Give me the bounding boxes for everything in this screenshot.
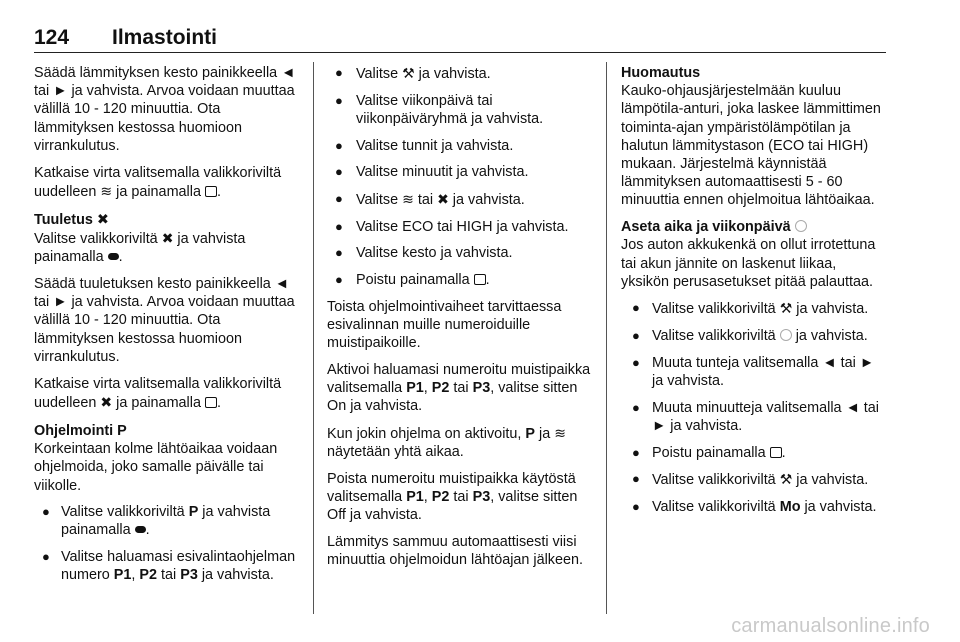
- paragraph-switch-off-heater: Katkaise virta valitsemalla valikkoriviltä uudelleen ≋ ja painamalla .: [34, 164, 282, 200]
- list-item: ● Valitse kesto ja vahvista.: [327, 244, 591, 262]
- heading-ohjelmointi: Ohjelmointi P: [34, 422, 127, 439]
- paragraph-reset: Jos auton akkukenkä on ollut irrotettuna tai akun jännite on laskenut liikaa, yksikön perusasetukset pitää palauttaa.: [621, 237, 876, 290]
- note-text: Kauko-ohjausjärjestelmään kuuluu lämpötila-anturi, joka laskee lämmittimen toiminta-ajan ympäristölämpötilan ja halutun lämmitystason (ECO tai HIGH) mukaan. Järjestelmä käynnistää lämmityksen automaattisesti 5 - 60 minuuttia ennen ohjelmoitua lähtöaikaa.: [621, 83, 881, 209]
- list-item: ● Valitse valikkoriviltä P ja vahvista painamalla .: [34, 503, 300, 539]
- list-item: ● Valitse tunnit ja vahvista.: [327, 137, 591, 155]
- paragraph-heating-duration: Säädä lämmityksen kesto painikkeella ◄ tai ► ja vahvista. Arvoa voidaan muuttaa välillä 10 - 120 minuuttia. Ota lämmityksen kestossa huomioon virrankulutus.: [34, 65, 296, 154]
- column-right: [621, 64, 887, 525]
- paragraph-repeat: Toista ohjelmointivaiheet tarvittaessa esivalinnan muille numeroiduille muistipaikoille.: [327, 298, 562, 352]
- list-item: ● Valitse valikkoriviltä Mo ja vahvista.: [621, 498, 887, 516]
- heading-set-time: Aseta aika ja viikonpäivä: [621, 218, 887, 236]
- clock-icon: [780, 329, 792, 341]
- paragraph-activate: Aktivoi haluamasi numeroitu muistipaikka valitsemalla P1, P2 tai P3, valitse sitten On ja vahvista.: [327, 361, 591, 415]
- list-item: ● Muuta tunteja valitsemalla ◄ tai ► ja vahvista.: [621, 354, 887, 390]
- confirm-button-icon: [108, 253, 119, 260]
- list-item: ● Valitse haluamasi esivalintaohjelman numero P1, P2 tai P3 ja vahvista.: [34, 548, 300, 584]
- paragraph-programming: Korkeintaan kolme lähtöaikaa voidaan ohjelmoida, joko samalle päivälle tai viikolle.: [34, 441, 278, 494]
- list-item: ● Valitse ⚒ ja vahvista.: [327, 64, 591, 83]
- paragraph-fan-duration: Säädä tuuletuksen kesto painikkeella ◄ tai ► ja vahvista. Arvoa voidaan muuttaa välillä 10 - 120 minuuttia. Ota lämmityksen kestossa huomioon virrankulutus.: [34, 276, 295, 365]
- wrench-icon: ⚒: [779, 300, 793, 317]
- fan-icon: ✖: [100, 393, 113, 410]
- button-icon: [205, 397, 217, 408]
- button-icon: [474, 274, 486, 285]
- fan-icon: ✖: [437, 191, 449, 208]
- paragraph-deactivate: Poista numeroitu muistipaikka käytöstä valitsemalla P1, P2 tai P3, valitse sitten Off ja vahvista.: [327, 470, 578, 524]
- paragraph-active-display: Kun jokin ohjelma on aktivoitu, P ja ≋ näytetään yhtä aikaa.: [327, 425, 566, 461]
- column-left: [34, 64, 300, 593]
- page-title: Ilmastointi: [112, 26, 218, 49]
- programming-steps: [34, 503, 300, 584]
- page-number: 124: [34, 26, 70, 49]
- button-icon: [205, 186, 217, 197]
- set-time-steps: [621, 299, 887, 516]
- list-item: ● Valitse ECO tai HIGH ja vahvista.: [327, 218, 591, 236]
- programming-steps-continued: [327, 64, 591, 289]
- heater-icon: ≋: [554, 425, 566, 442]
- heading-tuuletus: Tuuletus ✖: [34, 211, 109, 228]
- watermark: carmanualsonline.info: [731, 615, 930, 637]
- paragraph-select-fan: Valitse valikkoriviltä ✖ ja vahvista painamalla .: [34, 230, 246, 266]
- page-header: [34, 22, 886, 53]
- list-item: ● Valitse viikonpäivä tai viikonpäiväryhmä ja vahvista.: [327, 92, 591, 128]
- paragraph-auto-off: Lämmitys sammuu automaattisesti viisi minuuttia ohjelmoidun lähtöajan jälkeen.: [327, 534, 584, 569]
- paragraph-switch-off-fan: Katkaise virta valitsemalla valikkoriviltä uudelleen ✖ ja painamalla .: [34, 375, 282, 411]
- list-item: ● Poistu painamalla .: [327, 271, 591, 289]
- list-item: ● Valitse minuutit ja vahvista.: [327, 163, 591, 181]
- list-item: ● Poistu painamalla .: [621, 444, 887, 462]
- button-icon: [770, 447, 782, 458]
- heater-icon: ≋: [402, 191, 414, 208]
- list-item: ● Valitse valikkoriviltä ja vahvista.: [621, 327, 887, 345]
- column-middle: [327, 64, 591, 578]
- list-item: ● Muuta minuutteja valitsemalla ◄ tai ► ja vahvista.: [621, 399, 887, 435]
- list-item: ● Valitse valikkoriviltä ⚒ ja vahvista.: [621, 299, 887, 318]
- column-divider: [606, 62, 607, 614]
- confirm-button-icon: [135, 526, 146, 533]
- wrench-icon: ⚒: [402, 65, 415, 81]
- note-title: Huomautus: [621, 65, 701, 81]
- list-item: ● Valitse ≋ tai ✖ ja vahvista.: [327, 190, 591, 209]
- list-item: ● Valitse valikkoriviltä ⚒ ja vahvista.: [621, 470, 887, 489]
- wrench-icon: ⚒: [779, 471, 793, 488]
- column-divider: [313, 62, 314, 614]
- fan-icon: ✖: [161, 230, 174, 247]
- clock-icon: [795, 220, 807, 232]
- heater-icon: ≋: [100, 182, 113, 199]
